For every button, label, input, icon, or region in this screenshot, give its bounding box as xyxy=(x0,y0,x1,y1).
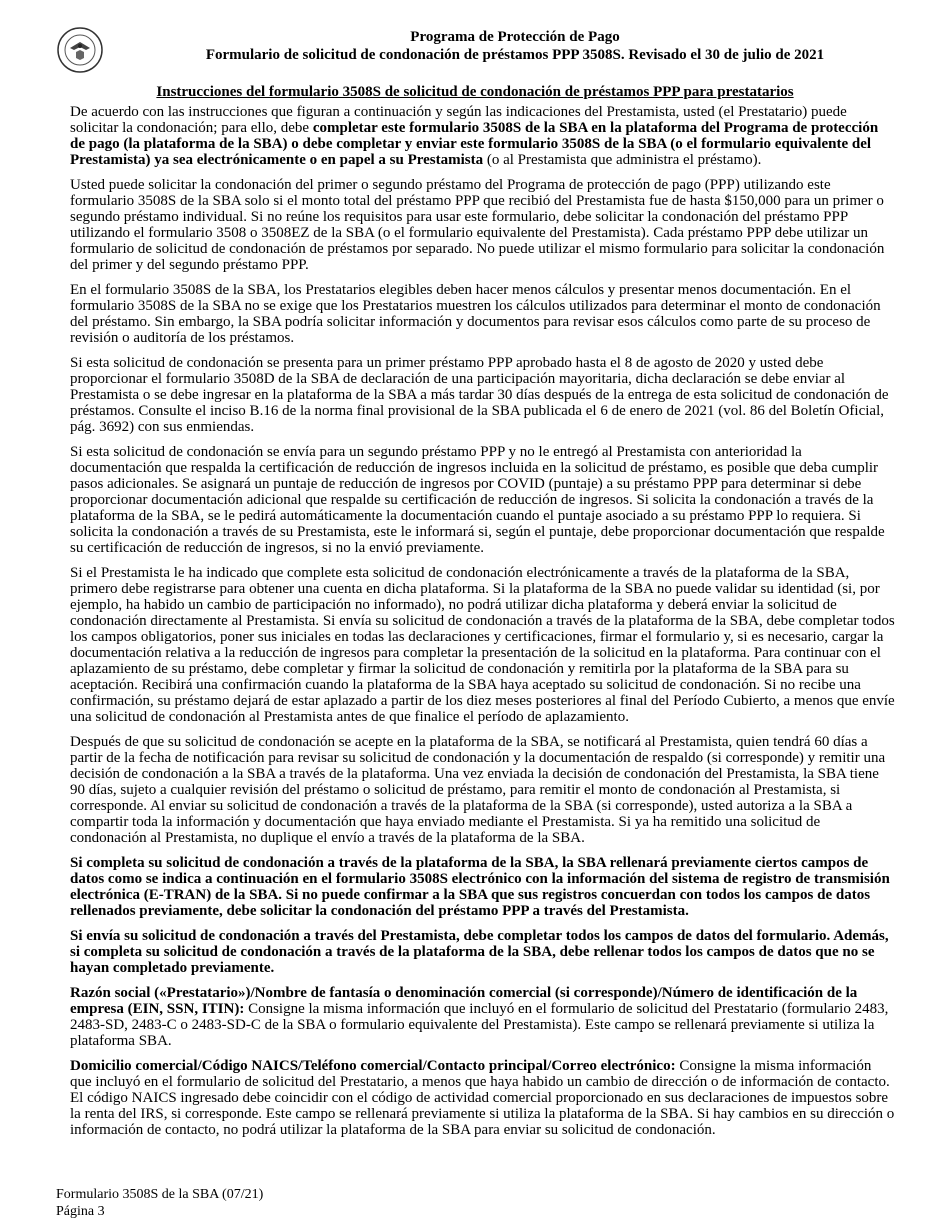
p11-label: Domicilio comercial/Código NAICS/Teléfono comercial/Contacto principal/Correo electrónico: xyxy=(70,1058,676,1074)
paragraph-3: En el formulario 3508S de la SBA, los Prestatarios elegibles deben hacer menos cálculos y presentar menos documentación. En el formulario 3508S de la SBA no se exige que los Prestatarios muestren los cálculos utilizados para determinar el monto de condonación del préstamo. Sin embargo, la SBA podría solicitar información y documentos para revisar esos cálculos como parte de su proceso de revisión o auditoría de los préstamos. xyxy=(70,282,881,346)
instructions-body xyxy=(70,104,896,1147)
paragraph-9: Si envía su solicitud de condonación a través del Prestamista, debe completar todos los campos de datos del formulario. Además, si completa su solicitud de condonación a través de la plataforma de la SBA, debe rellenar todos los campos de datos que no se hayan completado previamente. xyxy=(70,928,889,976)
p1-text-1: De acuerdo con las instrucciones que figuran a continuación y según las indicaciones del Prestamista, usted (el Prestatario) puede solicitar la condonación; para ello, debe xyxy=(70,104,847,136)
p10-text: Consigne la misma información que incluyó en el formulario de solicitud del Prestatario (formulario 2483, 2483-SD, 2483-C o 2483-SD-C de la SBA o formulario equivalente del Prestamista). Este campo se rellenará previamente si utiliza la plataforma SBA. xyxy=(70,1001,889,1049)
footer-page-number: Página 3 xyxy=(56,1204,105,1219)
p11-text: Consigne la misma información que incluyó en el formulario de solicitud del Prestatario, a menos que haya habido un cambio de dirección o de información de contacto. El código NAICS ingresado debe coincidir con el código de actividad comercial proporcionado en sus declaraciones de impuestos sobre la renta del IRS, si corresponde. Este campo se rellenará previamente si utiliza la plataforma de la SBA. Si hay cambios en su dirección o información de contacto, no podrá utilizar la plataforma de la SBA para enviar su solicitud de condonación. xyxy=(70,1058,895,1138)
paragraph-1 xyxy=(70,104,896,168)
paragraph-10 xyxy=(70,985,896,1049)
page-footer xyxy=(56,1186,263,1220)
paragraph-5: Si esta solicitud de condonación se envía para un segundo préstamo PPP y no le entregó al Prestamista con anterioridad la documentación que respalda la certificación de reducción de ingresos incluida en la solicitud de préstamo, es posible que deba cumplir pasos adicionales. Se asignará un puntaje de reducción de ingresos por COVID (puntaje) a su préstamo PPP para determinar si debe proporcionar documentación adicional que respalde su certificación de reducción de ingresos. Si solicita la condonación a través de la plataforma de la SBA, se le pedirá automáticamente la documentación cuando el puntaje asociado a su préstamo PPP lo requiera. Si solicita la condonación a través de su Prestamista, este le informará si, según el puntaje, debe proporcionar documentación que respalde su certificación de reducción de ingresos, si no la envió previamente. xyxy=(70,444,885,556)
paragraph-7: Después de que su solicitud de condonación se acepte en la plataforma de la SBA, se notificará al Prestamista, quien tendrá 60 días a partir de la fecha de notificación para revisar su solicitud de condonación y la documentación de respaldo (si corresponde) y remitir una decisión de condonación a la SBA a través de la plataforma. Una vez enviada la decisión de condonación del Prestamista, la SBA tiene 90 días, sujeto a cualquier revisión del préstamo o solicitud de préstamo, para remitir el monto de condonación al Prestamista, si corresponde. Al enviar su solicitud de condonación a través de la plataforma de la SBA (si corresponde), usted autoriza a la SBA a compartir toda la información y documentación que haya enviado mediante el Prestamista. Si ya ha remitido una solicitud de condonación al Prestamista, no duplique el envío a través de la plataforma de la SBA. xyxy=(70,734,886,846)
paragraph-4: Si esta solicitud de condonación se presenta para un primer préstamo PPP aprobado hasta el 8 de agosto de 2020 y usted debe proporcionar el formulario 3508D de la SBA de declaración de una participación mayoritaria, dicha declaración se debe enviar al Prestamista o se debe ingresar en la plataforma de la SBA a más tardar 30 días después de la entrega de esta solicitud de condonación de préstamos. Consulte el inciso B.16 de la norma final provisional de la SBA publicada el 6 de enero de 2021 (vol. 86 del Boletín Oficial, pág. 3692) con sus enmiendas. xyxy=(70,355,889,435)
p1-text-2: (o al Prestamista que administra el préstamo). xyxy=(483,152,762,168)
page-header xyxy=(120,28,910,64)
sba-seal-icon xyxy=(56,26,104,74)
paragraph-11 xyxy=(70,1058,896,1138)
instructions-title: Instrucciones del formulario 3508S de solicitud de condonación de préstamos PPP para prestatarios xyxy=(156,84,794,100)
p10-label: Razón social («Prestatario»)/Nombre de fantasía o denominación comercial (si corresponde)/Número de identificación de la empresa (EIN, SSN, ITIN): xyxy=(70,985,858,1017)
paragraph-6: Si el Prestamista le ha indicado que complete esta solicitud de condonación electrónicamente a través de la plataforma de la SBA, primero debe registrarse para obtener una cuenta en dicha plataforma. Si la plataforma de la SBA no puede validar su identidad (si, por ejemplo, ha habido un cambio de participación no informado), no podrá utilizar dicha plataforma y deberá enviar la solicitud de condonación directamente al Prestamista. Si envía su solicitud de condonación a través de la plataforma de la SBA, debe completar todos los campos obligatorios, poner sus iniciales en todas las declaraciones y certificaciones, firmar el formulario y, si es necesario, cargar la documentación relativa a la reducción de ingresos para completar la presentación de la solicitud en la plataforma. Para continuar con el aplazamiento de su préstamo, debe completar y firmar la solicitud de condonación y remitirla por la plataforma de la SBA para su aceptación. Recibirá una confirmación cuando la plataforma de la SBA haya aceptado su solicitud de condonación. Si no recibe una confirmación, su préstamo dejará de estar aplazado a partir de los diez meses posteriores al final del Período Cubierto, a menos que envíe una solicitud de condonación al Prestamista antes de que finalice el período de aplazamiento. xyxy=(70,565,895,725)
paragraph-8: Si completa su solicitud de condonación a través de la plataforma de la SBA, la SBA rellenará previamente ciertos campos de datos como se indica a continuación en el formulario 3508S electrónico con la información del sistema de registro de transmisión electrónica (E-TRAN) de la SBA. Si no puede confirmar a la SBA que sus registros concuerdan con todos los campos de datos rellenados previamente, debe solicitar la condonación del préstamo PPP a través del Prestamista. xyxy=(70,855,890,919)
footer-form-id: Formulario 3508S de la SBA (07/21) xyxy=(56,1187,264,1202)
program-title: Programa de Protección de Pago xyxy=(410,29,620,45)
form-title: Formulario de solicitud de condonación de préstamos PPP 3508S. Revisado el 30 de julio de 2021 xyxy=(205,47,825,63)
paragraph-2: Usted puede solicitar la condonación del primer o segundo préstamo del Programa de protección de pago (PPP) utilizando este formulario 3508S de la SBA solo si el monto total del préstamo PPP que recibió del Prestamista fue de hasta $150,000 para un primer o segundo préstamo individual. Si no reúne los requisitos para usar este formulario, debe solicitar la condonación del préstamo PPP utilizando el formulario 3508 o 3508EZ de la SBA (o el formulario equivalente del Prestamista). Cada préstamo PPP debe utilizar un formulario de solicitud de condonación de préstamos por separado. No puede utilizar el mismo formulario para solicitar la condonación del primer y del segundo préstamo PPP. xyxy=(70,177,885,273)
p1-bold-text: completar este formulario 3508S de la SBA en la plataforma del Programa de protección de pago (la plataforma de la SBA) o debe completar y enviar este formulario 3508S de la SBA (o el formulario equivalente del Prestamista) ya sea electrónicamente o en papel a su Prestamista xyxy=(70,120,879,168)
